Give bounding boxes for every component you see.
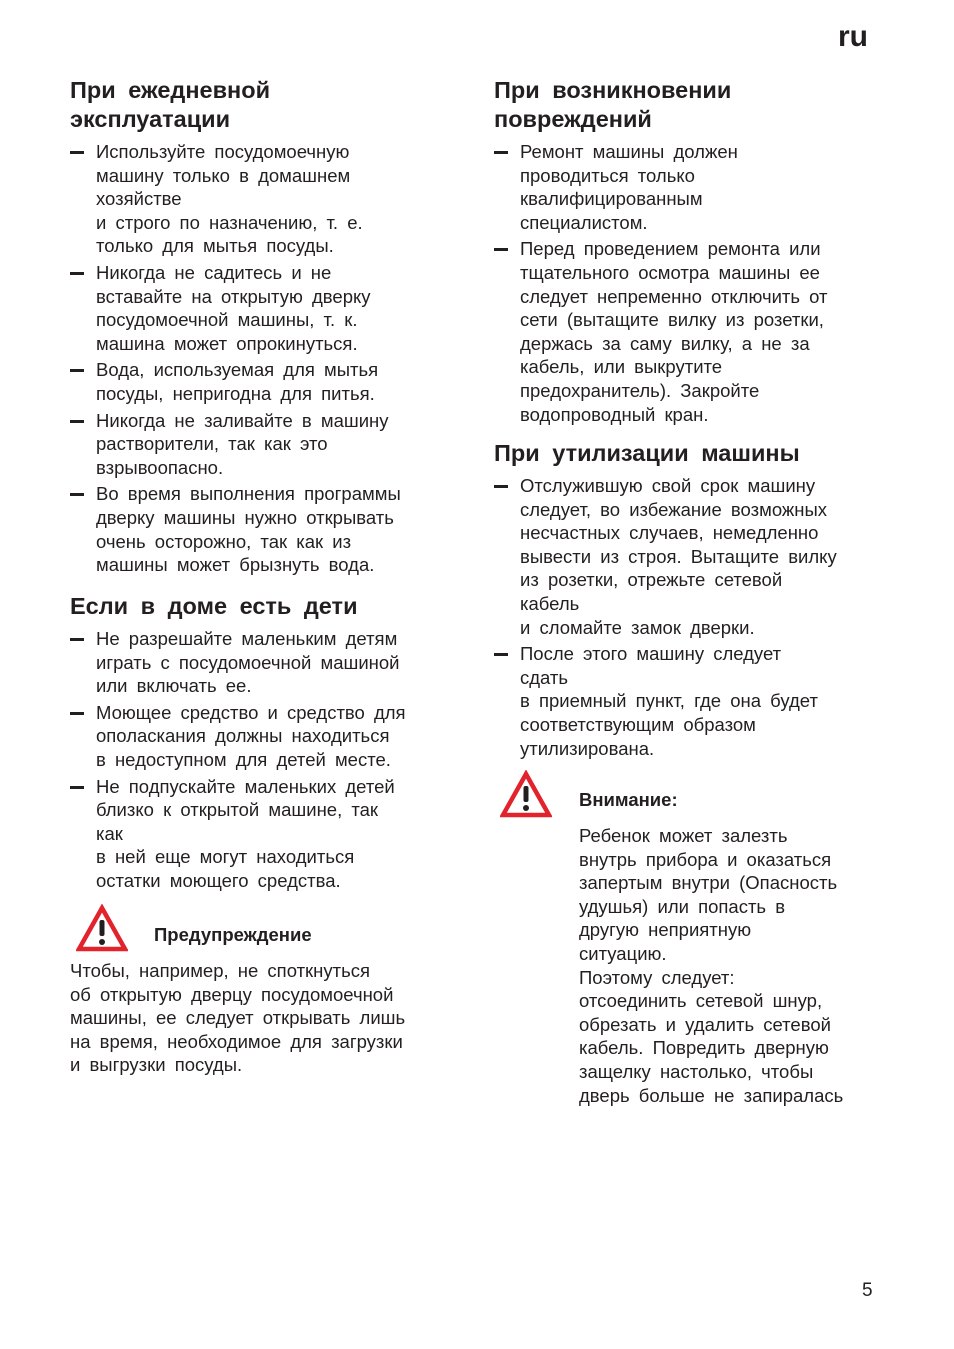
dash-bullet-icon: [494, 653, 508, 656]
list-item: [70, 261, 470, 355]
list-item-text: Моющее средство и средство для ополаскания должны находиться в недоступном для детей месте.: [96, 701, 406, 770]
dash-bullet-icon: [70, 786, 84, 789]
warning-title: Предупреждение: [154, 924, 312, 945]
language-label: ru: [838, 20, 868, 53]
warning-triangle-icon: [500, 770, 552, 818]
list-item-text: Во время выполнения программы дверку машины нужно открывать очень осторожно, так как из машины может брызнуть вода.: [96, 483, 401, 576]
page-number: 5: [862, 1280, 873, 1301]
list-item: [494, 474, 894, 639]
section-title: При возникновении повреждений: [494, 77, 732, 132]
list-item: [70, 409, 470, 480]
section-disposal: [494, 439, 894, 763]
list-item-text: Отслужившую свой срок машину следует, во избежание возможных несчастных случаев, немедленно вывести из строя. Вытащите вилку из розетки, отрежьте сетевой кабель и сломайте замок дверки.: [520, 475, 837, 638]
list-item: [70, 775, 470, 893]
list-item: [70, 627, 470, 698]
list-item: [494, 237, 894, 426]
list-item-text: После этого машину следует сдать в приемный пункт, где она будет соответствующим образом утилизирована.: [520, 643, 818, 759]
list-item-text: Никогда не садитесь и не вставайте на открытую дверку посудомоечной машины, т. к. машина может опрокинуться.: [96, 261, 371, 354]
dash-bullet-icon: [70, 151, 84, 154]
section-children: [70, 592, 470, 896]
list-item: [70, 358, 470, 405]
list-item: [494, 140, 894, 234]
list-item-text: Ремонт машины должен проводиться только квалифицированным специалистом.: [520, 141, 738, 233]
dash-bullet-icon: [494, 151, 508, 154]
attention-text: Ребенок может залезть внутрь прибора и оказаться запертым внутри (Опасность удушья) или попасть в другую неприятную ситуацию. Поэтому следует: отсоединить сетевой шнур, обрезать и удалить сетевой кабель. Повредить дверную защелку настолько, чтобы дверь больше не запиралась: [579, 825, 844, 1106]
warning-triangle-icon: [76, 904, 128, 952]
attention-title: Внимание:: [579, 789, 678, 810]
list-item: [494, 642, 894, 760]
list-item-text: Вода, используемая для мытья посуды, непригодна для питья.: [96, 359, 379, 404]
list-item-text: Никогда не заливайте в машину растворители, так как это взрывоопасно.: [96, 409, 389, 478]
section-title: Если в доме есть дети: [70, 593, 358, 619]
section-title: При ежедневной эксплуатации: [70, 77, 271, 132]
dash-bullet-icon: [70, 493, 84, 496]
dash-bullet-icon: [494, 485, 508, 488]
list-item-text: Не разрешайте маленьким детям играть с посудомоечной машиной или включать ее.: [96, 628, 400, 697]
dash-bullet-icon: [70, 712, 84, 715]
list-item: [70, 482, 470, 576]
dash-bullet-icon: [70, 369, 84, 372]
warning-text: Чтобы, например, не споткнуться об открытую дверцу посудомоечной машины, ее следует открывать лишь на время, необходимое для загрузки и выгрузки посуды.: [70, 960, 406, 1076]
dash-bullet-icon: [70, 272, 84, 275]
dash-bullet-icon: [494, 248, 508, 251]
section-title: При утилизации машины: [494, 440, 800, 466]
list-item-text: Не подпускайте маленьких детей близко к открытой машине, так как в ней еще могут находиться остатки моющего средства.: [96, 775, 395, 891]
dash-bullet-icon: [70, 420, 84, 423]
list-item: [70, 701, 470, 772]
section-daily-use: [70, 76, 470, 580]
dash-bullet-icon: [70, 638, 84, 641]
section-damage: [494, 76, 894, 429]
list-item-text: Перед проведением ремонта или тщательного осмотра машины ее следует непременно отключить от сети (вытащите вилку из розетки, держась за саму вилку, а не за кабель, или выкрутите предохранитель). Закройте водопроводный кран.: [520, 238, 828, 425]
list-item-text: Используйте посудомоечную машину только в домашнем хозяйстве и строго по назначению, т. е. только для мытья посуды.: [96, 141, 363, 257]
list-item: [70, 140, 470, 258]
